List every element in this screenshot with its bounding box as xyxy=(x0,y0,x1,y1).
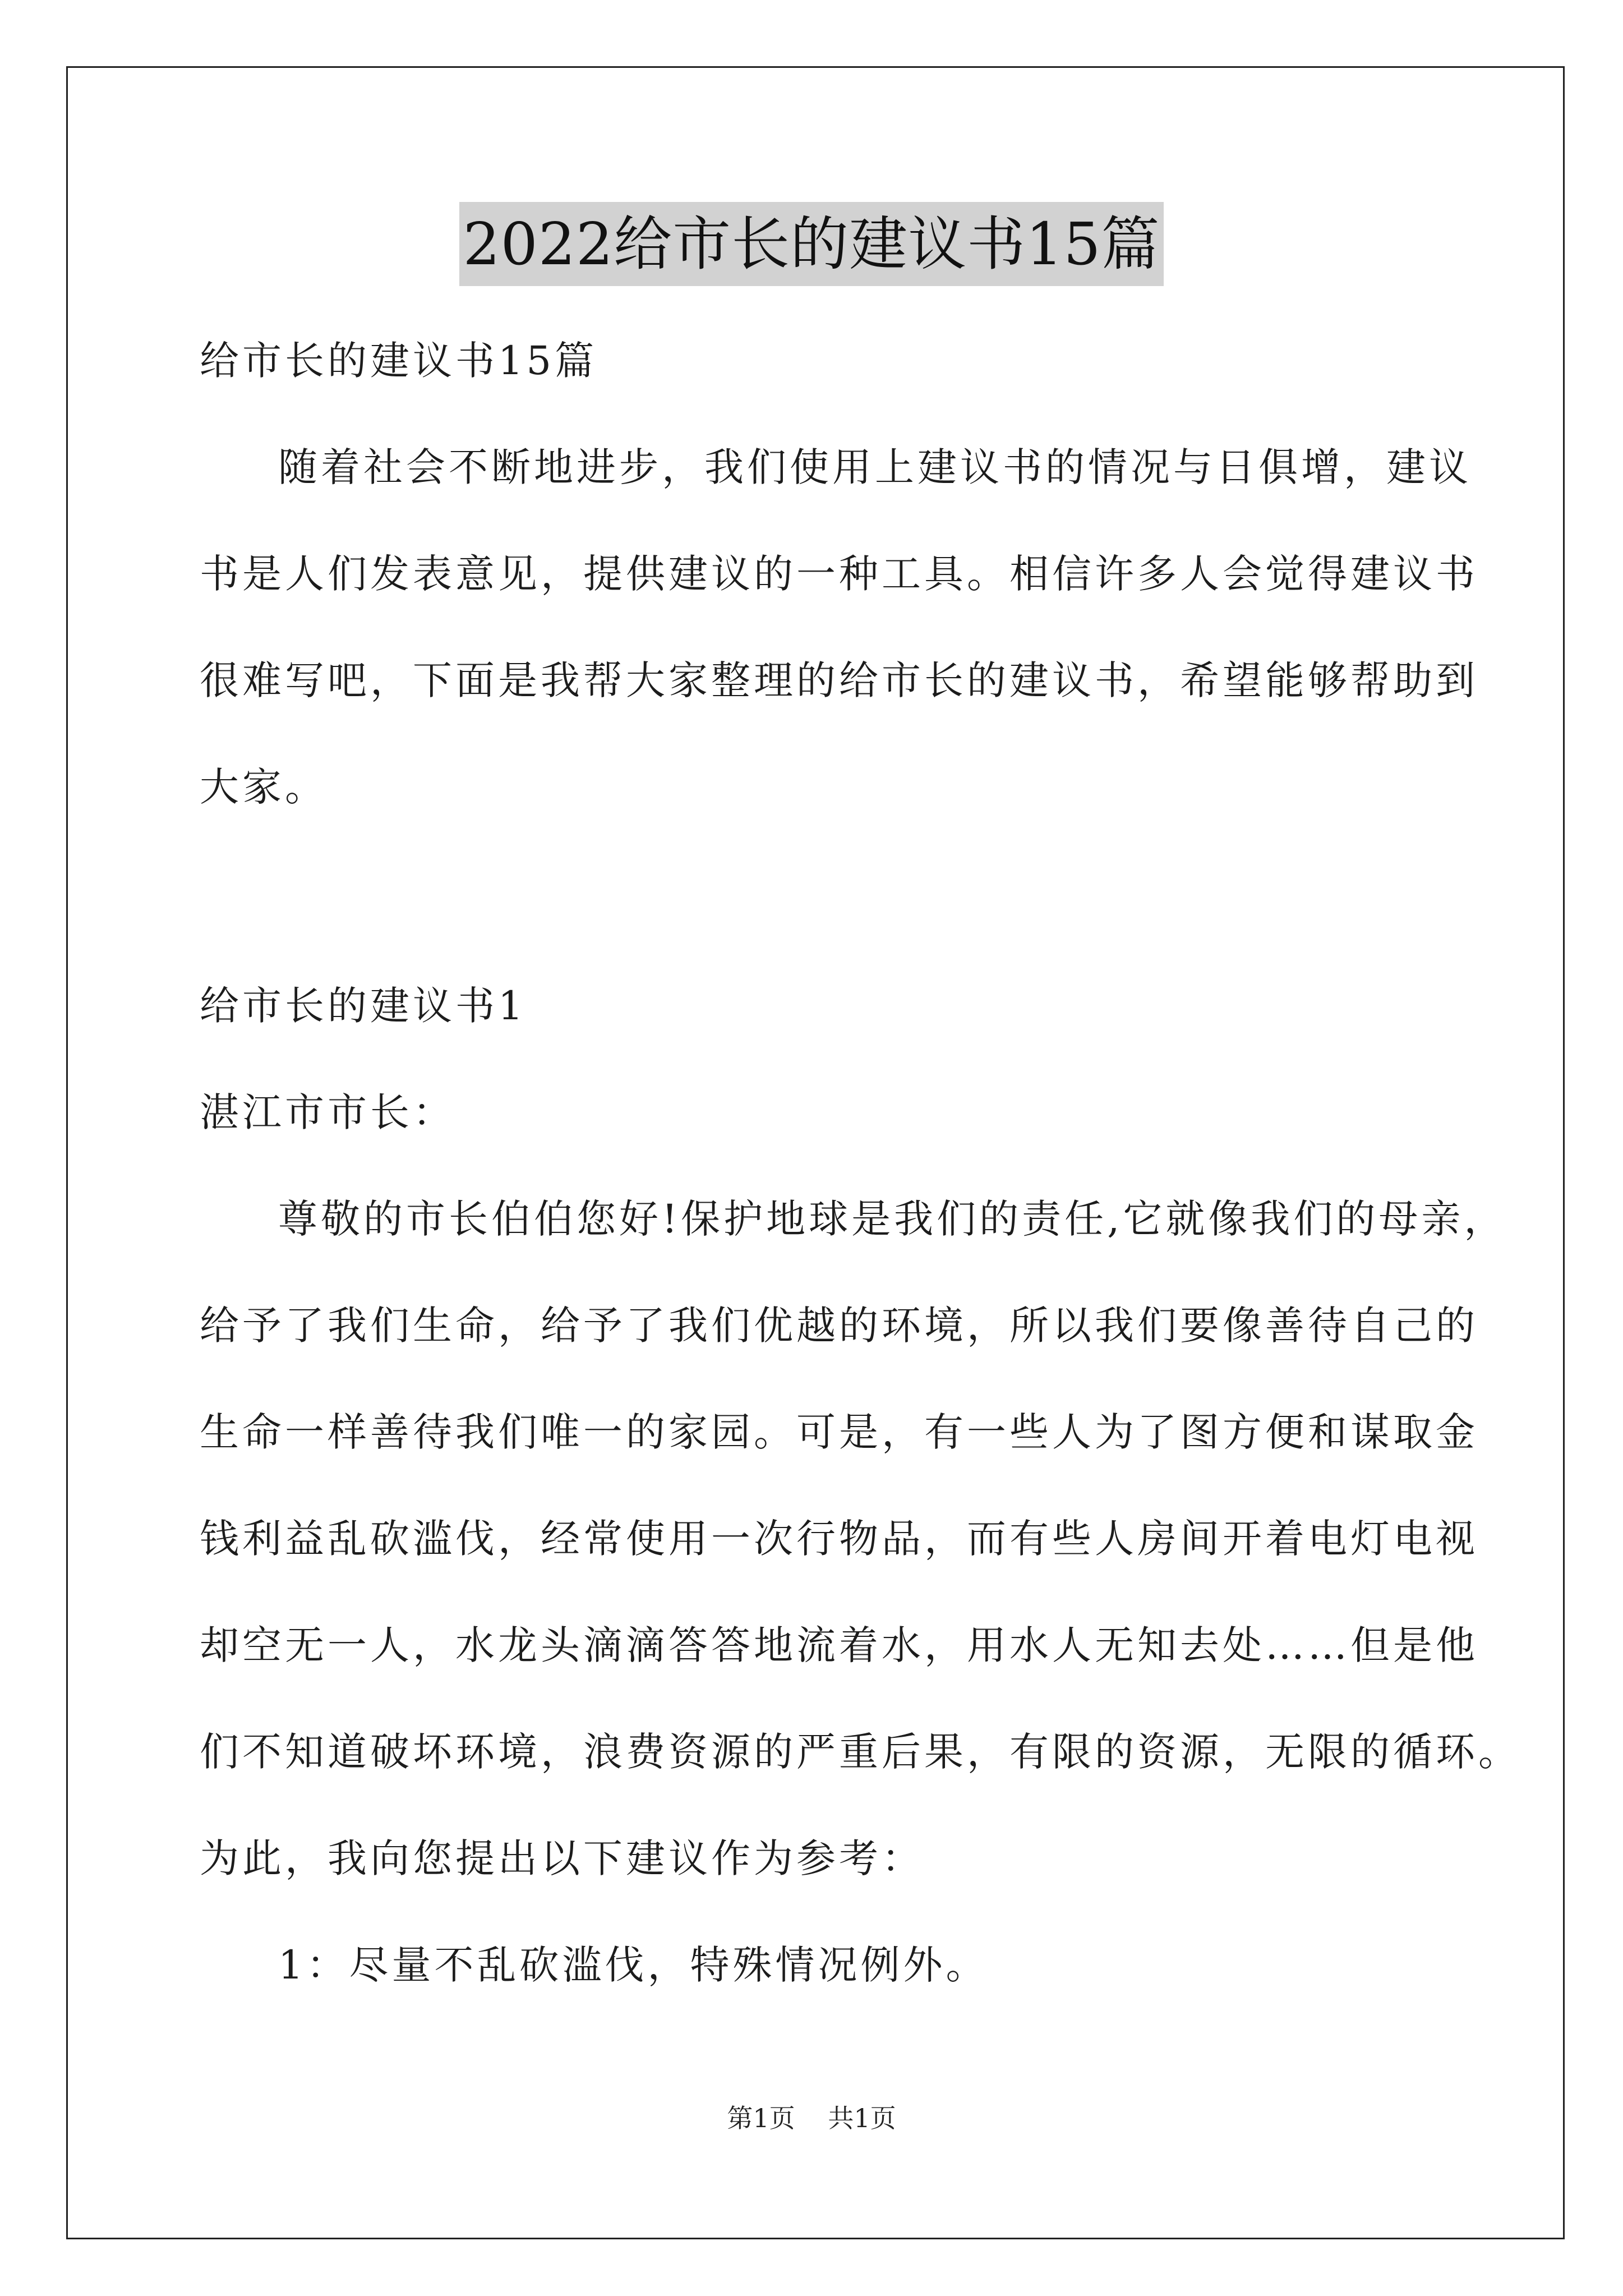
intro-paragraph-line: 很难写吧，下面是我帮大家整理的给市长的建议书，希望能够帮助到 xyxy=(200,657,1478,703)
section-spacer xyxy=(200,840,1433,953)
document-body xyxy=(200,307,1521,2018)
page-footer xyxy=(0,2098,1623,2135)
intro-paragraph-line: 大家。 xyxy=(200,764,328,810)
body-paragraph-line: 给予了我们生命，给予了我们优越的环境，所以我们要像善待自己的 xyxy=(200,1303,1478,1349)
body-paragraph-line: 钱利益乱砍滥伐，经常使用一次行物品，而有些人房间开着电灯电视 xyxy=(200,1516,1478,1562)
section-heading: 给市长的建议书1 xyxy=(200,983,527,1029)
body-paragraph-line: 却空无一人，水龙头滴滴答答地流着水，用水人无知去处……但是他 xyxy=(200,1622,1478,1668)
body-paragraph-line: 们不知道破坏环境，浪费资源的严重后果，有限的资源，无限的循环。 xyxy=(200,1729,1521,1775)
intro-paragraph-line: 书是人们发表意见，提供建议的一种工具。相信许多人会觉得建议书 xyxy=(200,551,1478,597)
salutation: 湛江市市长： xyxy=(200,1089,455,1135)
title-wrap xyxy=(0,202,1623,286)
suggestion-item: 1：尽量不乱砍滥伐，特殊情况例外。 xyxy=(278,1942,989,1988)
intro-paragraph-line: 随着社会不断地进步，我们使用上建议书的情况与日俱增，建议 xyxy=(278,444,1472,490)
page-number: 第1页 xyxy=(727,2103,795,2133)
document-title: 2022给市长的建议书15篇 xyxy=(459,202,1163,286)
page-total: 共1页 xyxy=(828,2103,896,2133)
body-paragraph-line: 生命一样善待我们唯一的家园。可是，有一些人为了图方便和谋取金 xyxy=(200,1409,1478,1455)
document-subtitle: 给市长的建议书15篇 xyxy=(200,338,598,384)
body-paragraph-line: 为此，我向您提出以下建议作为参考： xyxy=(200,1835,924,1881)
body-paragraph-line: 尊敬的市长伯伯您好!保护地球是我们的责任,它就像我们的母亲， xyxy=(278,1196,1507,1242)
